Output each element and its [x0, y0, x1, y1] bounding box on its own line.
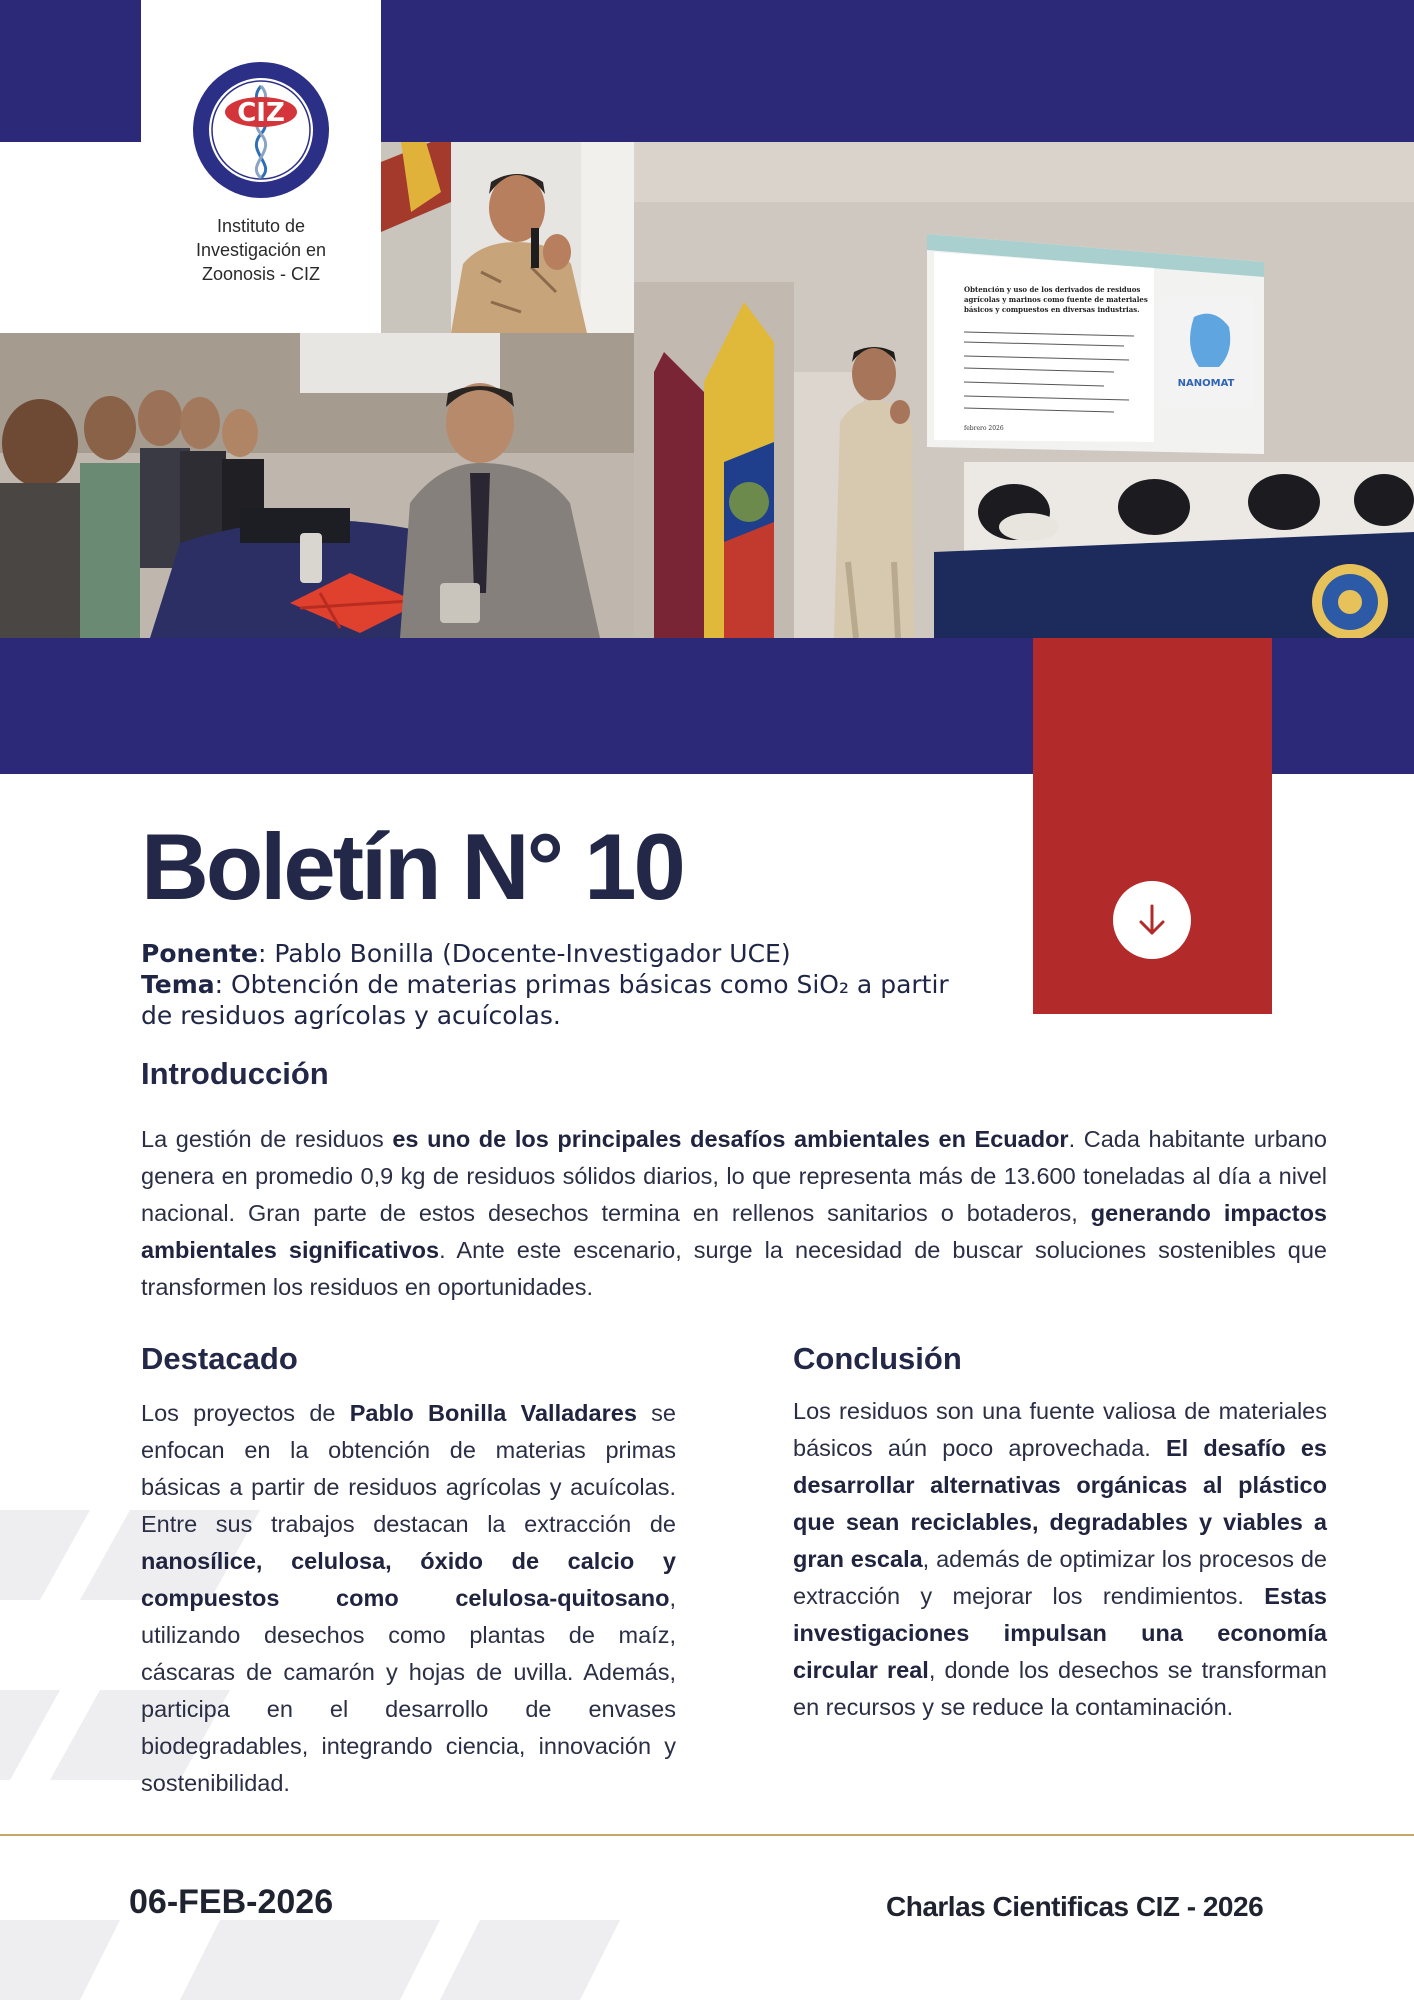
conclusion-bold-1: El desafío es desarrollar alternativas orgánicas al plástico que sean reciclables, degradables y viables a gran escala — [793, 1435, 1327, 1572]
photo-speaker-microphone — [381, 142, 634, 333]
conclusion-heading: Conclusión — [793, 1341, 962, 1376]
topic-value: : Obtención de materias primas básicas como SiO₂ a partir de residuos agrícolas y acuícolas. — [141, 970, 949, 1030]
intro-heading: Introducción — [141, 1056, 329, 1091]
logo-line-2: Investigación en — [195, 240, 327, 260]
intro-bold-1: es uno de los principales desafíos ambientales en Ecuador — [392, 1126, 1069, 1152]
slide-title-line-1: Obtención y uso de los derivados de residuos — [964, 285, 1141, 294]
logo-box — [141, 0, 381, 333]
seal-logo-icon — [191, 60, 331, 200]
bulletin-title: Boletín N° 10 — [141, 814, 683, 919]
conclusion-text-3: , donde los desechos se transforman en recursos y se reduce la contaminación. — [793, 1657, 1327, 1720]
footer-series: Charlas Cientificas CIZ - 2026 — [886, 1891, 1264, 1922]
photo-presentation-room — [634, 142, 1414, 638]
slide-footer: febrero 2026 — [964, 425, 1004, 432]
scroll-down-button[interactable] — [1113, 881, 1191, 959]
topic-line — [141, 969, 961, 1031]
intro-text-1: La gestión de residuos — [141, 1126, 393, 1152]
conclusion-text-2: , además de optimizar los procesos de extracción y mejorar los rendimientos. — [793, 1546, 1327, 1609]
conclusion-paragraph — [793, 1393, 1327, 1726]
highlight-paragraph — [141, 1395, 676, 1802]
highlight-text-1: Los proyectos de — [141, 1400, 350, 1426]
logo-line-1: Instituto de — [216, 216, 306, 236]
conclusion-text-1: Los residuos son una fuente valiosa de materiales básicos aún poco aprovechada. — [793, 1398, 1327, 1461]
logo-line-3: Zoonosis - CIZ — [201, 264, 321, 284]
slide-title-line-3: básicos y compuestos en diversas industrias. — [964, 305, 1140, 314]
highlight-heading: Destacado — [141, 1341, 298, 1376]
intro-bold-2: generando impactos ambientales significativos — [141, 1200, 1328, 1263]
speaker-value: : Pablo Bonilla (Docente-Investigador UCE) — [257, 939, 791, 968]
intro-paragraph — [141, 1121, 1327, 1306]
conclusion-bold-2: Estas investigaciones impulsan una economía circular real — [793, 1583, 1327, 1683]
speaker-line — [141, 938, 961, 969]
seal-letters: CIZ — [237, 98, 285, 128]
institute-name — [141, 214, 381, 286]
footer-date: 06-FEB-2026 — [129, 1883, 334, 1921]
slide-title-line-2: agrícolas y marinos como fuente de materiales — [964, 295, 1148, 304]
footer-divider — [0, 1834, 1414, 1836]
photo-lab-demonstration — [0, 333, 634, 638]
highlight-bold-1: Pablo Bonilla Valladares — [349, 1400, 637, 1426]
red-accent-panel — [1033, 638, 1272, 1014]
highlight-text-2: se enfocan en la obtención de materias primas básicas a partir de residuos agrícolas y acuícolas. Entre sus trabajos destacan la extracción de — [141, 1400, 676, 1537]
arrow-down-icon — [1132, 900, 1172, 940]
bulletin-meta — [141, 938, 961, 1031]
highlight-bold-2: nanosílice, celulosa, óxido de calcio y compuestos como celulosa-quitosano — [141, 1548, 676, 1611]
intro-text-3: . Ante este escenario, surge la necesidad de buscar soluciones sostenibles que transformen los residuos en oportunidades. — [141, 1237, 1327, 1300]
topic-label: Tema — [141, 970, 215, 999]
slide-brand: NANOMAT — [1177, 378, 1235, 389]
highlight-text-3: , utilizando desechos como plantas de maíz, cáscaras de camarón y hojas de uvilla. Además, participa en el desarrollo de envases biodegradables, integrando ciencia, innovación y sostenibilidad. — [141, 1585, 676, 1796]
speaker-label: Ponente — [141, 939, 258, 968]
intro-text-2: . Cada habitante urbano genera en promedio 0,9 kg de residuos sólidos diarios, lo que representa más de 13.600 toneladas al día a nivel nacional. Gran parte de estos desechos termina en rellenos sanitarios o botaderos, — [141, 1126, 1328, 1226]
